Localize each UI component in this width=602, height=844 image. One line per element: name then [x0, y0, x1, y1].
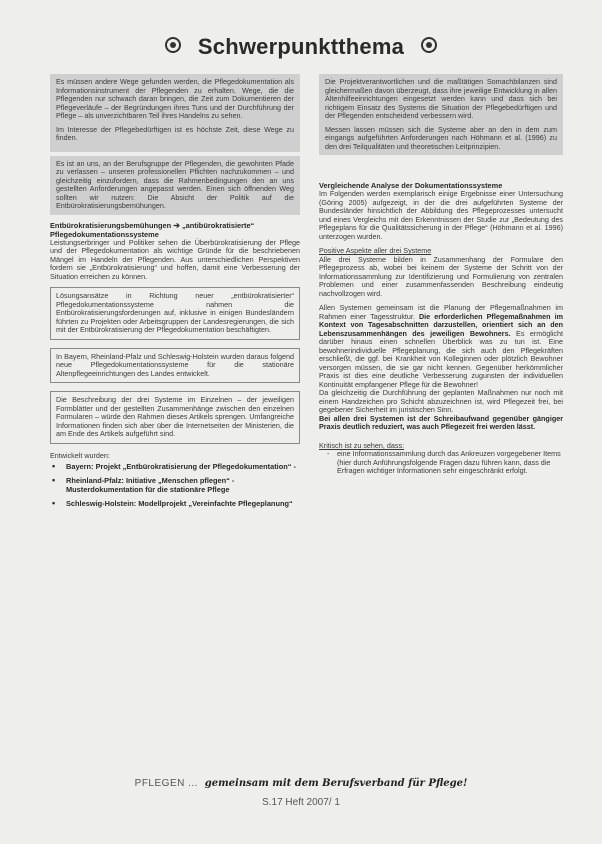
page-header: [0, 34, 602, 60]
page-number: S.17 Heft 2007/ 1: [262, 797, 340, 808]
list-item: • Schleswig-Holstein: Modellprojekt „Vereinfachte Pflegeplanung“: [50, 499, 300, 508]
body-paragraph: Allen Systemen gemeinsam ist die Planung der Pflegemaßnahmen im Rahmen einer Tagesstruktur. Die erforderlichen Pflegemaßnahmen im Kontext von Tagesabschnitten darzustellen, orientiert sich an den Lebenszusammenhängen des jeweiligen Bewohners. Es ermöglicht darüber hinaus einen schnellen Überblick was zu tun ist. Eine bewohnerindividuelle Pflegeplanung, die sich auch den Pflegekräften erschließt, die ggf. bei Krankheit von Kolleginnen oder plötzlich Bewohner versorgen müssen, die sie gar nicht kennen. Gegenüber herkömmlicher Praxis ist dies eine deutliche Verbesserung zugunsten der individuellen Kontinuität empfangener Pflege für die Bewohner!: [319, 303, 563, 389]
list-intro: Entwickelt wurden:: [50, 450, 110, 460]
project-list: [50, 462, 300, 508]
left-column: [50, 74, 300, 513]
intro-paragraph-3: Es ist an uns, an der Berufsgruppe der Pflegenden, die gewohnten Pfade zu verlassen – unseren professionellen Pflichten nachzukommen – und gleichzeitig einzufordern, dass die Rahmenbedingungen den an uns gestellten Anforderungen angepasst werden. Einen sich öffnenden Weg sollten wir nutzen: Die Absicht der Politik auf die Entbürokratisierungsbemühungen.: [56, 158, 294, 210]
body-paragraph: Leistungserbringer und Politiker sehen die Überbürokratisierung der Pflege und der Pflegedokumentation als wichtige Gründe für die beschriebenen Mängel im Handeln der Pflegenden. Aus unterschiedlichen Perspektiven fordern sie „Entbürokratisierung“ und hoffen, damit eine Verbesserung der Situation erreichen zu können.: [50, 237, 300, 281]
body-paragraph: Messen lassen müssen sich die Systeme aber an den in dem zum eingangs aufgeführten Anforderungen nach Höhmann et al. (1996) zu den drei Teilqualitäten und theoretischen Leitprinzipien.: [325, 124, 557, 151]
body-paragraph: In Bayern, Rheinland-Pfalz und Schleswig-Holstein wurden daraus folgend neue Pflegedokumentationssysteme für die stationäre Altenpflegeeinrichtungen des Landes entwickelt.: [56, 351, 294, 378]
intro-paragraph-1: Es müssen andere Wege gefunden werden, die Pflegedokumentation als Informationsinstrument der Pflegenden zu erhalten. Wege, die die Pflegenden nur schwach daran bringen, die Zeit zum Dokumentieren der Pflegeverläufe – der Begründungen ihres Tuns und der Durchführung der Pflege – als unverzichtbaren Teil ihres Handelns zu sehen.: [56, 77, 294, 120]
subheading-positive-aspekte: Positive Aspekte aller drei Systeme: [319, 246, 432, 255]
list-item: - eine Informationssammlung durch das Ankreuzen vorgegebener Items (hier durch Anführungsfolgende Fragen dazu führen kann, dass die Erfragen wichtiger Informationen sehr eingeschränkt erfolgt.: [319, 450, 563, 476]
framed-paragraph: [50, 391, 300, 444]
intro-box: [50, 74, 300, 152]
call-to-action-box: [50, 156, 300, 215]
right-column: [319, 74, 563, 476]
body-paragraph: Die Projektverantwortlichen und die maßtätigen Somachbilanzen sind gleichermaßen davon überzeugt, dass ihre jeweilige Entwicklung in allen Altenhilfeeinrichtungen eingesetzt werden kann und dass sich bei richtigem Einsatz des Systems die Situation der Pflegebedürftigen und der Pflegenden entscheidend verbessern wird.: [325, 77, 557, 120]
intro-paragraph-2: Im Interesse der Pflegebedürftigen ist es höchste Zeit, diese Wege zu finden.: [56, 124, 294, 142]
framed-paragraph: [50, 287, 300, 340]
handwritten-slogan: gemeinsam mit dem Berufsverband für Pflege!: [204, 778, 468, 789]
body-paragraph: Die Beschreibung der drei Systeme im Einzelnen – der jeweiligen Formblätter und der gestellten Zusammenhänge zwischen den einzelnen Formularen – würde den Rahmen dieses Artikels sprengen. Umfangreiche Informationen finden sich aber über die Internetseiten der Ministerien, die am Ende des Artikels aufgeführt sind.: [56, 395, 294, 438]
list-item: • Bayern: Projekt „Entbürokratisierung der Pflegedokumentation“ -: [50, 462, 300, 471]
critique-list: [319, 450, 563, 476]
summary-box: [319, 74, 563, 155]
body-paragraph: Alle drei Systeme bilden in Zusammenhang der Formulare den Pflegeprozess ab, wobei bei keinem der Systeme der Schritt von der Informationssammlung zur Identifizierung und Formulierung von zentralen Problemen und einer zusammenfassenden Beschreibung eindeutig nachvollzogen wird.: [319, 254, 563, 298]
body-paragraph-bold: Bei allen drei Systemen ist der Schreibaufwand gegenüber gängiger Praxis deutlich reduziert, was auch Pflegezeit frei werden lässt.: [319, 413, 563, 431]
page-title: Schwerpunktthema: [197, 34, 405, 59]
body-paragraph: Im Folgenden werden exemplarisch einige Ergebnisse einer Untersuchung (Göring 2005) aufgezeigt, in der die drei aufgeführten Systeme der Bundesländer hinsichtlich der Abbildung des Pflegeprozesses untersucht und eines Vergleichs mit den Erkenntnissen der Studie zur „Bedeutung des Pflegeplans für die Qualitätssicherung in der Pflege“ (Höhmann et al. 1996) unterzogen wurden.: [319, 189, 563, 241]
framed-paragraph: [50, 348, 300, 384]
list-item: • Rheinland-Pfalz: Initiative „Menschen pflegen“ - Musterdokumentation für die stationäre Pflege: [50, 476, 300, 494]
body-paragraph: Da gleichzeitig die Durchführung der geplanten Maßnahmen nur noch mit einem Handzeichen pro Schicht abzuzeichnen ist, wird Pflegezeit frei, bei gegebener Sicherheit im juristischen Sinn.: [319, 388, 563, 414]
page-footer: [0, 778, 602, 808]
section-heading-entbuerokratisierung: Entbürokratisierungsbemühungen ➔ „antibürokratisierte“ Pflegedokumentationssysteme: [50, 220, 255, 239]
body-paragraph: Lösungsansätze in Richtung neuer „entbürokratisierter“ Pflegedokumentationssysteme nahmen die Entbürokratisierungsforderungen auf, inklusive in einigen Bundesländern führten zu Projekten oder Arbeitsgruppen der Landesregierungen, die sich mit der Entbürokratisierung der Pflegedokumentation beschäftigten.: [56, 291, 294, 334]
arrow-right-icon: ➔: [173, 220, 180, 230]
magazine-name: PFLEGEN ...: [134, 778, 198, 789]
circle-ornament-icon: [165, 37, 181, 53]
section-heading-vergleichende-analyse: Vergleichende Analyse der Dokumentationssysteme: [319, 181, 503, 190]
subheading-kritisch: Kritisch ist zu sehen, dass:: [319, 440, 405, 450]
circle-ornament-icon: [421, 37, 437, 53]
